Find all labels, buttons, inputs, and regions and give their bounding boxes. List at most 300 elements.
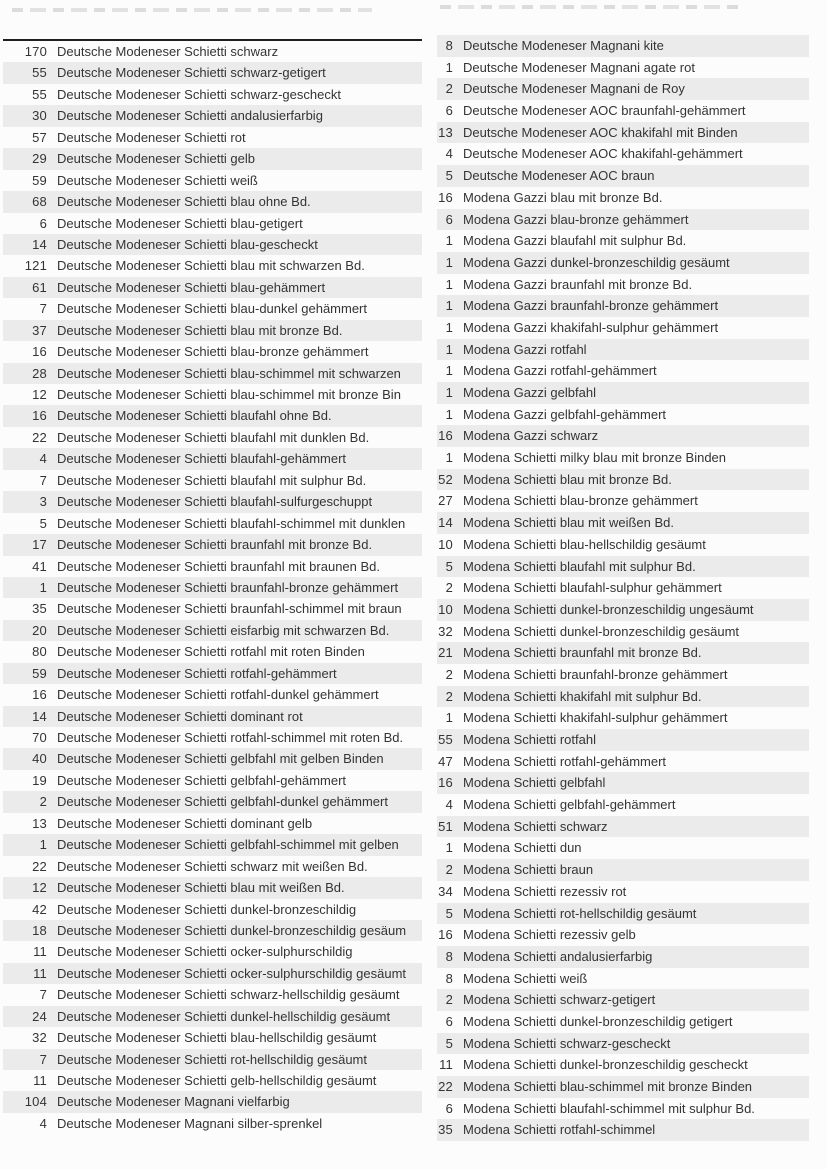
breed-label: Modena Schietti rotfahl-gehämmert [463,753,667,769]
table-row [437,143,809,165]
breed-label: Deutsche Modeneser Schietti blau-gehämmert [57,279,326,295]
table-row [437,295,809,317]
breed-label: Deutsche Modeneser Schietti blaufahl mit dunklen Bd. [57,429,370,445]
table-row [3,941,422,962]
count-cell: 18 [32,922,47,938]
breed-label: Deutsche Modeneser Schietti weiß [57,172,258,188]
breed-label: Deutsche Modeneser Schietti gelb [57,151,256,167]
breed-label: Deutsche Modeneser Schietti blau ohne Bd. [57,194,311,210]
breed-label: Deutsche Modeneser Schietti rot [57,129,246,145]
breed-label: Deutsche Modeneser Schietti braunfahl-bronze gehämmert [57,579,399,595]
table-row [437,469,809,491]
count-cell: 55 [438,732,453,747]
count-cell: 52 [438,471,453,487]
count-cell: 8 [445,948,453,964]
count-cell: 70 [32,730,47,745]
table-row [3,277,422,298]
table-row [3,641,422,662]
breed-label: Modena Schietti rezessiv gelb [463,927,636,943]
count-cell: 8 [445,38,453,53]
breed-label: Deutsche Modeneser Schietti dominant rot [57,708,303,724]
table-row [3,899,422,920]
table-row [437,837,809,859]
breed-label: Modena Schietti dun [463,840,582,856]
left-column [3,39,422,1134]
count-cell: 34 [438,883,453,899]
count-cell: 2 [445,688,453,704]
table-row [3,984,422,1005]
count-cell: 1 [445,298,453,314]
breed-label: Modena Schietti dunkel-bronzeschildig gesäumt [463,623,740,639]
table-row [3,1027,422,1048]
breed-label: Deutsche Modeneser Schietti schwarz [57,44,279,59]
table-row [437,252,809,274]
table-row [437,1119,809,1141]
count-cell: 104 [24,1094,47,1110]
breed-label: Modena Schietti gelbfahl-gehämmert [463,797,676,813]
table-row [3,384,422,405]
breed-label: Deutsche Modeneser Schietti blaufahl-schimmel mit dunklen [57,515,406,531]
table-row [437,534,809,556]
breed-label: Deutsche Modeneser Schietti blau mit bronze Bd. [57,322,343,338]
table-row [437,57,809,79]
count-cell: 14 [32,236,47,252]
breed-label: Deutsche Modeneser Schietti rotfahl-gehämmert [57,665,337,681]
count-cell: 7 [39,301,47,317]
count-cell: 11 [33,965,47,981]
count-cell: 55 [32,65,47,81]
table-row [437,707,809,729]
breed-label: Modena Schietti dunkel-bronzeschildig gescheckt [463,1057,748,1073]
count-cell: 11 [33,944,47,960]
breed-label: Modena Gazzi blau-bronze gehämmert [463,211,689,227]
count-cell: 24 [32,1008,47,1024]
table-row [437,642,809,664]
breed-label: Deutsche Modeneser Schietti rot-hellschildig gesäumt [57,1051,367,1067]
breed-label: Modena Schietti blau mit weißen Bd. [463,515,674,531]
count-cell: 6 [445,1100,453,1116]
count-cell: 41 [32,558,47,574]
count-cell: 35 [32,601,47,617]
table-row [3,320,422,341]
count-cell: 20 [32,622,47,638]
table-row [437,490,809,512]
count-cell: 2 [445,862,453,878]
count-cell: 1 [445,363,453,379]
count-cell: 16 [438,189,453,205]
clipped-text-fragment [12,8,372,12]
table-row [3,856,422,877]
count-cell: 4 [39,1115,47,1131]
table-row [3,491,422,512]
table-row [3,684,422,705]
breed-label: Deutsche Modeneser Magnani silber-sprenkel [57,1115,323,1131]
table-row [437,903,809,925]
breed-label: Deutsche Modeneser Schietti rotfahl-dunkel gehämmert [57,687,379,703]
count-cell: 16 [32,408,47,424]
breed-label: Deutsche Modeneser AOC braunfahl-gehämmert [463,103,746,119]
count-cell: 16 [438,428,453,444]
table-row [3,727,422,748]
breed-label: Modena Gazzi schwarz [463,428,599,444]
table-row [437,274,809,296]
table-row [3,534,422,555]
breed-label: Deutsche Modeneser Schietti blau-hellschildig gesäumt [57,1030,377,1046]
count-cell: 19 [32,772,47,788]
table-row [437,816,809,838]
table-row [3,1070,422,1091]
count-cell: 32 [32,1030,47,1046]
count-cell: 35 [438,1122,453,1138]
table-row [3,127,422,148]
breed-label: Deutsche Modeneser Schietti ocker-sulphurschildig [57,944,353,960]
breed-label: Deutsche Modeneser Schietti gelbfahl-schimmel mit gelben [57,837,399,853]
table-row [437,78,809,100]
breed-label: Modena Gazzi braunfahl-bronze gehämmert [463,298,719,314]
table-row [437,512,809,534]
table-row [3,41,422,62]
table-row [3,1006,422,1027]
table-row [437,989,809,1011]
breed-label: Modena Schietti rotfahl-schimmel [463,1122,656,1138]
table-row [3,1091,422,1112]
table-row [437,859,809,881]
table-row [437,339,809,361]
count-cell: 10 [438,601,453,617]
count-cell: 7 [39,987,47,1003]
table-row [3,1049,422,1070]
table-row [437,772,809,794]
breed-label: Deutsche Modeneser Schietti blau-dunkel gehämmert [57,301,368,317]
table-row [3,963,422,984]
table-row [437,751,809,773]
count-cell: 11 [439,1057,453,1073]
table-row [3,84,422,105]
table-row [3,148,422,169]
table-row [3,105,422,126]
breed-label: Deutsche Modeneser Schietti andalusierfarbig [57,108,323,124]
breed-label: Modena Schietti milky blau mit bronze Binden [463,450,727,466]
right-column [437,35,809,1141]
count-cell: 2 [445,992,453,1008]
breed-label: Deutsche Modeneser Magnani agate rot [463,59,695,75]
count-cell: 80 [32,644,47,660]
count-cell: 16 [32,344,47,360]
count-cell: 12 [32,387,47,402]
table-row [437,556,809,578]
table-row [3,577,422,598]
count-cell: 121 [24,258,47,274]
breed-label: Modena Schietti rotfahl [463,732,596,747]
breed-label: Modena Schietti schwarz-gescheckt [463,1035,671,1051]
table-row [437,1076,809,1098]
breed-label: Deutsche Modeneser Schietti eisfarbig mit schwarzen Bd. [57,622,390,638]
count-cell: 5 [445,558,453,574]
table-row [437,1098,809,1120]
table-row [437,382,809,404]
count-cell: 22 [438,1079,453,1094]
count-cell: 13 [438,124,453,140]
table-row [437,100,809,122]
breed-label: Modena Schietti blaufahl-schimmel mit sulphur Bd. [463,1100,755,1116]
breed-label: Deutsche Modeneser Schietti dominant gelb [57,815,313,831]
table-row [437,924,809,946]
table-row [3,170,422,191]
table-row [437,317,809,339]
count-cell: 12 [32,880,47,896]
breed-label: Deutsche Modeneser AOC khakifahl-gehämmert [463,146,743,162]
count-cell: 37 [32,322,47,338]
breed-label: Deutsche Modeneser Schietti blau-bronze gehämmert [57,344,369,360]
count-cell: 17 [32,537,47,553]
count-cell: 51 [438,818,453,834]
breed-label: Modena Schietti dunkel-bronzeschildig getigert [463,1013,733,1029]
breed-label: Modena Schietti blaufahl mit sulphur Bd. [463,558,696,574]
breed-label: Deutsche Modeneser Schietti rotfahl mit roten Binden [57,644,365,660]
breed-label: Deutsche Modeneser Schietti braunfahl mit braunen Bd. [57,558,381,574]
count-cell: 16 [438,775,453,791]
breed-label: Deutsche Modeneser Schietti blaufahl-sulfurgeschuppt [57,494,373,510]
table-row [437,230,809,252]
breed-label: Deutsche Modeneser Schietti braunfahl mit bronze Bd. [57,537,373,553]
count-cell: 5 [445,168,453,184]
breed-label: Deutsche Modeneser Schietti blau-getigert [57,215,303,231]
count-cell: 1 [445,385,453,400]
breed-label: Deutsche Modeneser Schietti dunkel-bronzeschildig gesäum [57,922,407,938]
breed-label: Deutsche Modeneser Schietti blau-schimmel mit schwarzen [57,365,401,381]
breed-label: Deutsche Modeneser Magnani kite [463,38,664,53]
table-row [437,686,809,708]
breed-label: Deutsche Modeneser Schietti blaufahl mit sulphur Bd. [57,472,367,488]
table-row [3,620,422,641]
breed-label: Deutsche Modeneser Schietti gelbfahl mit gelben Binden [57,751,384,767]
table-row [437,360,809,382]
table-row [437,794,809,816]
table-row [437,187,809,209]
count-cell: 1 [445,710,453,726]
count-cell: 1 [445,450,453,466]
count-cell: 2 [445,81,453,97]
count-cell: 1 [445,254,453,270]
count-cell: 4 [445,797,453,813]
breed-label: Modena Schietti blau-bronze gehämmert [463,493,698,509]
breed-label: Modena Gazzi gelbfahl [463,385,596,400]
count-cell: 16 [438,927,453,943]
count-cell: 57 [32,129,47,145]
table-row [3,363,422,384]
count-cell: 59 [32,172,47,188]
breed-label: Deutsche Modeneser Schietti gelb-hellschildig gesäumt [57,1073,377,1088]
breed-label: Modena Gazzi blau mit bronze Bd. [463,189,663,205]
breed-label: Modena Schietti schwarz-getigert [463,992,656,1008]
count-cell: 5 [445,905,453,921]
table-row [437,599,809,621]
count-cell: 1 [39,579,47,595]
count-cell: 10 [438,536,453,552]
breed-label: Deutsche Modeneser AOC braun [463,168,655,184]
breed-label: Modena Schietti gelbfahl [463,775,606,791]
table-row [437,1054,809,1076]
table-row [437,122,809,144]
count-cell: 16 [32,687,47,703]
table-row [3,255,422,276]
count-cell: 7 [39,472,47,488]
table-row [3,813,422,834]
table-row [3,920,422,941]
breed-label: Modena Schietti braun [463,862,594,878]
breed-label: Modena Gazzi braunfahl mit bronze Bd. [463,276,693,292]
count-cell: 5 [445,1035,453,1051]
count-cell: 40 [32,751,47,767]
breed-label: Modena Gazzi khakifahl-sulphur gehämmert [463,319,719,335]
count-cell: 28 [32,365,47,381]
table-row [437,1011,809,1033]
breed-label: Modena Gazzi dunkel-bronzeschildig gesäumt [463,254,730,270]
table-row [3,470,422,491]
breed-label: Modena Schietti dunkel-bronzeschildig ungesäumt [463,601,754,617]
table-row [3,62,422,83]
breed-label: Deutsche Modeneser Schietti schwarz-getigert [57,65,326,81]
breed-label: Modena Schietti blau mit bronze Bd. [463,471,672,487]
table-row [437,447,809,469]
count-cell: 1 [445,59,453,75]
table-row [3,834,422,855]
count-cell: 6 [39,215,47,231]
breed-label: Deutsche Modeneser Schietti braunfahl-schimmel mit braun [57,601,402,617]
breed-label: Deutsche Modeneser Schietti dunkel-hellschildig gesäumt [57,1008,391,1024]
count-cell: 30 [32,108,47,124]
table-row [3,706,422,727]
breed-label: Deutsche Modeneser Magnani de Roy [463,81,685,97]
breed-label: Deutsche Modeneser Schietti blau mit weißen Bd. [57,880,345,896]
count-cell: 1 [445,341,453,357]
count-cell: 1 [445,319,453,335]
count-cell: 27 [438,493,453,509]
breed-label: Modena Schietti blau-hellschildig gesäumt [463,536,706,552]
table-row [3,770,422,791]
table-row [437,209,809,231]
table-row [3,1113,422,1134]
breed-label: Modena Schietti khakifahl mit sulphur Bd. [463,688,702,704]
table-row [437,968,809,990]
count-cell: 1 [39,837,47,853]
breed-label: Deutsche Modeneser Schietti rotfahl-schimmel mit roten Bd. [57,730,404,745]
table-row [3,663,422,684]
breed-label: Modena Schietti khakifahl-sulphur gehämmert [463,710,728,726]
count-cell: 47 [438,753,453,769]
table-row [437,35,809,57]
count-cell: 14 [438,515,453,531]
table-row [437,404,809,426]
breed-label: Modena Schietti rot-hellschildig gesäumt [463,905,697,921]
count-cell: 2 [39,794,47,810]
breed-label: Modena Schietti schwarz [463,818,608,834]
table-row [3,427,422,448]
breed-label: Deutsche Modeneser Schietti schwarz-hellschildig gesäumt [57,987,400,1003]
table-row [3,298,422,319]
breed-label: Deutsche Modeneser Schietti blau-schimmel mit bronze Bin [57,387,401,402]
table-row [3,877,422,898]
table-row [3,234,422,255]
breed-label: Deutsche Modeneser Schietti schwarz-gescheckt [57,86,341,102]
table-row [437,1033,809,1055]
table-row [3,748,422,769]
count-cell: 4 [39,451,47,467]
breed-label: Modena Schietti blaufahl-sulphur gehämmert [463,580,722,596]
count-cell: 8 [445,970,453,986]
count-cell: 4 [445,146,453,162]
table-row [437,946,809,968]
count-cell: 1 [445,276,453,292]
breed-label: Modena Schietti braunfahl-bronze gehämmert [463,666,728,682]
count-cell: 5 [39,515,47,531]
count-cell: 1 [445,233,453,249]
table-row [3,556,422,577]
breed-label: Deutsche Modeneser Schietti gelbfahl-dunkel gehämmert [57,794,388,810]
breed-label: Deutsche Modeneser Schietti ocker-sulphurschildig gesäumt [57,965,407,981]
table-row [3,341,422,362]
breed-label: Deutsche Modeneser Schietti blaufahl ohne Bd. [57,408,332,424]
table-row [437,881,809,903]
count-cell: 32 [438,623,453,639]
count-cell: 29 [32,151,47,167]
count-cell: 2 [445,666,453,682]
breed-label: Deutsche Modeneser Schietti gelbfahl-gehämmert [57,772,347,788]
count-cell: 3 [39,494,47,510]
count-cell: 55 [32,86,47,102]
count-cell: 22 [32,429,47,445]
table-row [3,448,422,469]
count-cell: 1 [445,840,453,856]
breed-label: Modena Schietti rezessiv rot [463,883,627,899]
count-cell: 68 [32,194,47,210]
count-cell: 170 [24,44,47,59]
breed-label: Deutsche Modeneser Schietti blaufahl-gehämmert [57,451,347,467]
breed-label: Modena Gazzi blaufahl mit sulphur Bd. [463,233,687,249]
breed-label: Modena Gazzi gelbfahl-gehämmert [463,406,667,422]
count-cell: 1 [445,406,453,422]
count-cell: 6 [445,1013,453,1029]
count-cell: 59 [32,665,47,681]
clipped-text-fragment [440,5,740,9]
table-row [437,577,809,599]
breed-label: Modena Gazzi rotfahl [463,341,587,357]
table-row [3,213,422,234]
table-row [3,405,422,426]
breed-label: Deutsche Modeneser Schietti blau mit schwarzen Bd. [57,258,365,274]
count-cell: 7 [39,1051,47,1067]
breed-label: Modena Schietti blau-schimmel mit bronze Binden [463,1079,753,1094]
count-cell: 6 [445,103,453,119]
table-row [437,729,809,751]
breed-label: Deutsche Modeneser Schietti blau-gescheckt [57,236,318,252]
table-row [3,791,422,812]
table-row [437,621,809,643]
count-cell: 2 [445,580,453,596]
count-cell: 11 [33,1073,47,1088]
table-row [437,425,809,447]
count-cell: 6 [445,211,453,227]
breed-label: Modena Schietti braunfahl mit bronze Bd. [463,645,702,661]
table-row [3,191,422,212]
count-cell: 61 [32,279,47,295]
breed-label: Deutsche Modeneser AOC khakifahl mit Binden [463,124,738,140]
count-cell: 13 [32,815,47,831]
breed-label: Deutsche Modeneser Magnani vielfarbig [57,1094,290,1110]
breed-label: Modena Schietti andalusierfarbig [463,948,653,964]
count-cell: 14 [32,708,47,724]
breed-label: Deutsche Modeneser Schietti dunkel-bronzeschildig [57,901,357,917]
